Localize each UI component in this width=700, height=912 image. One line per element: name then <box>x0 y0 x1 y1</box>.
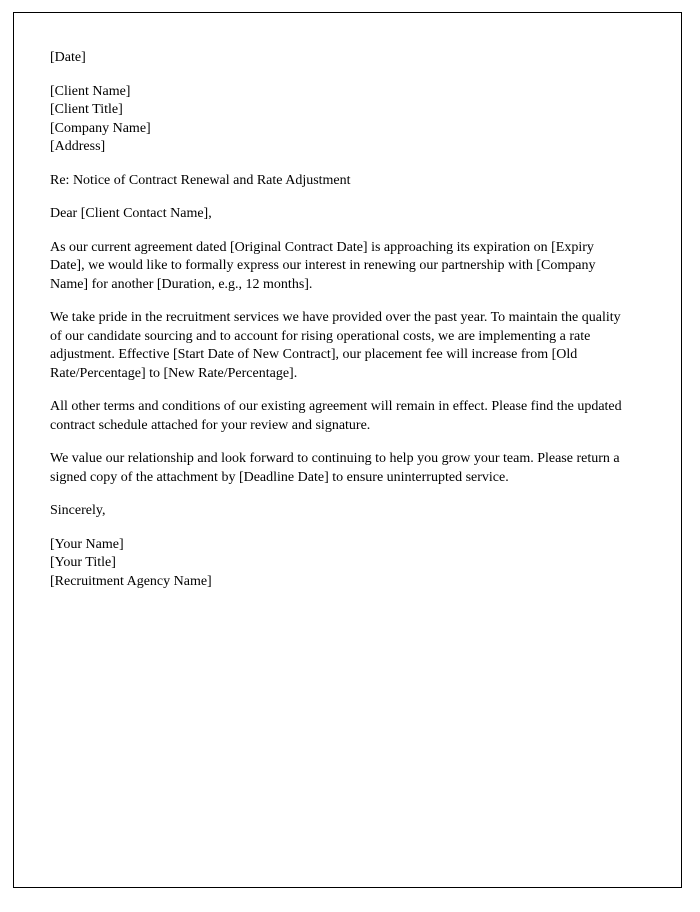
date-block <box>50 49 631 68</box>
salutation: Dear [Client Contact Name], <box>50 206 212 221</box>
recipient-address: [Address] <box>50 139 106 154</box>
closing: Sincerely, <box>50 503 106 518</box>
signature-block <box>50 536 631 592</box>
recipient-company: [Company Name] <box>50 120 151 136</box>
signature-title: [Your Title] <box>50 555 116 570</box>
body-paragraph-1: As our current agreement dated [Original Contract Date] is approaching its expiration on [Expiry Date], we would like to formally express our interest in renewing our partnership with [Company Name] for another [Duration, e.g., 12 months]. <box>50 239 596 292</box>
signature-agency: [Recruitment Agency Name] <box>50 573 212 589</box>
recipient-title: [Client Title] <box>50 102 123 117</box>
subject-line: Re: Notice of Contract Renewal and Rate Adjustment <box>50 172 351 188</box>
recipient-block <box>50 83 631 157</box>
body-paragraph-3: All other terms and conditions of our existing agreement will remain in effect. Please find the updated contract schedule attached for your review and signature. <box>50 399 622 433</box>
body-paragraph-4: We value our relationship and look forward to continuing to help you grow your team. Please return a signed copy of the attachment by [Deadline Date] to ensure uninterrupted service. <box>50 451 620 485</box>
date-placeholder: [Date] <box>50 50 86 65</box>
recipient-name: [Client Name] <box>50 83 131 99</box>
signature-name: [Your Name] <box>50 536 124 552</box>
body-paragraph-2: We take pride in the recruitment services we have provided over the past year. To maintain the quality of our candidate sourcing and to account for rising operational costs, we are implementing a rate adjustment. Effective [Start Date of New Contract], our placement fee will increase from [Old Rate/Percentage] to [New Rate/Percentage]. <box>50 310 621 381</box>
letter-page <box>13 12 682 888</box>
